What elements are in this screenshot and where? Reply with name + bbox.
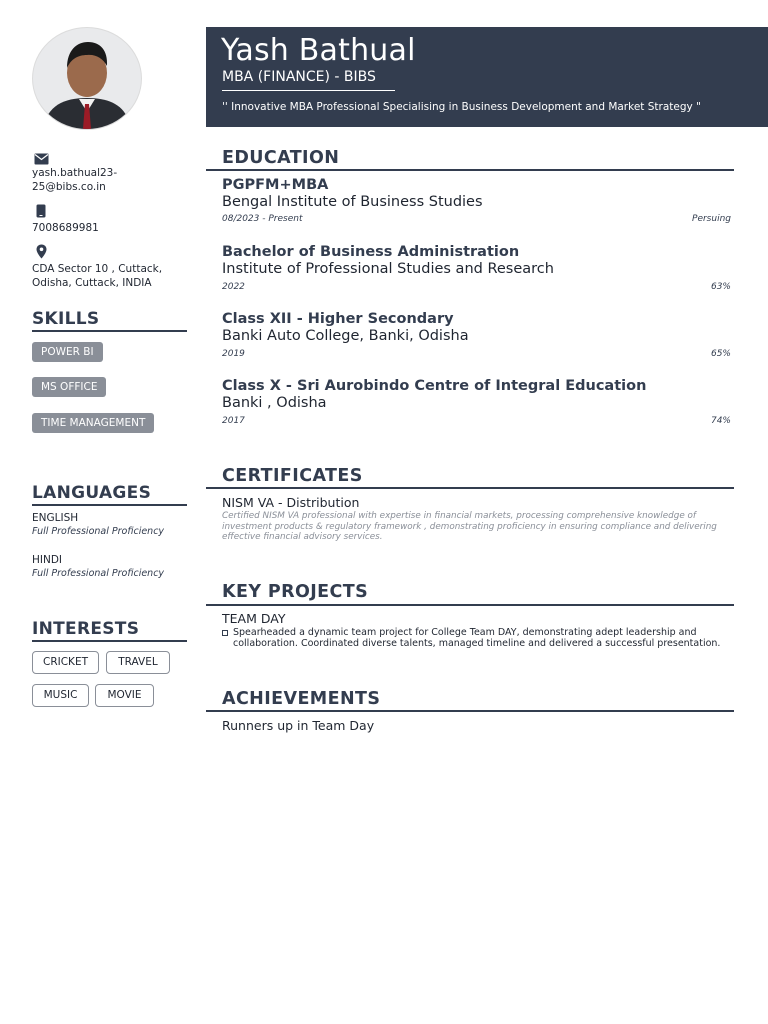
degree-underline xyxy=(222,90,395,91)
skill-chip: POWER BI xyxy=(32,342,103,362)
phone-icon xyxy=(36,203,50,217)
education-date: 2019 xyxy=(222,349,245,359)
skill-chip: MS OFFICE xyxy=(32,377,106,397)
interest-chip: TRAVEL xyxy=(106,651,170,674)
candidate-degree: MBA (FINANCE) - BIBS xyxy=(222,69,376,85)
certificates-rule xyxy=(206,487,734,489)
envelope-icon xyxy=(34,150,48,164)
languages-rule xyxy=(32,504,187,506)
phone-text[interactable]: 7008689981 xyxy=(32,222,99,234)
project-bullet-text: Spearheaded a dynamic team project for College Team DAY, demonstrating adept leadership and collaboration. Coordinated diverse talents, managed timeline and delivered a successful presentation. xyxy=(233,627,721,649)
interest-chip: CRICKET xyxy=(32,651,99,674)
email-text[interactable] xyxy=(32,167,172,194)
email-line-2: 25@bibs.co.in xyxy=(32,180,106,193)
language-level: Full Professional Proficiency xyxy=(32,568,165,579)
interests-heading: INTERESTS xyxy=(32,619,140,639)
person-silhouette-icon xyxy=(33,28,141,129)
address-line-2: Odisha, Cuttack, INDIA xyxy=(32,276,152,289)
projects-heading: KEY PROJECTS xyxy=(222,582,369,602)
education-date: 2017 xyxy=(222,416,245,426)
education-score: Persuing xyxy=(692,214,731,224)
education-date: 2022 xyxy=(222,282,245,292)
education-heading: EDUCATION xyxy=(222,148,340,168)
certificate-title: NISM VA - Distribution xyxy=(222,495,360,510)
bullet-square-icon xyxy=(222,630,228,636)
email-line-1: yash.bathual23- xyxy=(32,167,118,179)
skill-chip: TIME MANAGEMENT xyxy=(32,413,154,433)
education-degree: Bachelor of Business Administration xyxy=(222,244,520,260)
project-title: TEAM DAY xyxy=(222,611,286,626)
map-pin-icon xyxy=(36,244,50,258)
languages-heading: LANGUAGES xyxy=(32,483,152,503)
interest-chip: MOVIE xyxy=(95,684,154,707)
education-school: Banki , Odisha xyxy=(222,395,327,411)
education-school: Institute of Professional Studies and Research xyxy=(222,261,554,277)
education-score: 65% xyxy=(710,349,731,359)
interest-chip: MUSIC xyxy=(32,684,89,707)
skills-heading: SKILLS xyxy=(32,309,100,329)
certificate-description: Certified NISM VA professional with expertise in financial markets, processing comprehensive knowledge of investment products & regulatory framework , demonstrating proficiency in ensuring compliance and delivering effective financial advisory services. xyxy=(222,511,717,542)
projects-rule xyxy=(206,604,734,606)
certificates-heading: CERTIFICATES xyxy=(222,466,363,486)
education-score: 74% xyxy=(710,416,731,426)
education-date: 08/2023 - Present xyxy=(222,214,303,224)
education-degree: PGPFM+MBA xyxy=(222,177,329,193)
education-school: Bengal Institute of Business Studies xyxy=(222,194,483,210)
profile-photo xyxy=(32,27,142,130)
education-degree: Class X - Sri Aurobindo Centre of Integral Education xyxy=(222,378,647,394)
achievement-item: Runners up in Team Day xyxy=(222,718,375,733)
achievements-rule xyxy=(206,710,734,712)
education-score: 63% xyxy=(710,282,731,292)
candidate-name: Yash Bathual xyxy=(221,33,416,68)
education-school: Banki Auto College, Banki, Odisha xyxy=(222,328,469,344)
skills-rule xyxy=(32,330,187,332)
education-degree: Class XII - Higher Secondary xyxy=(222,311,454,327)
interests-rule xyxy=(32,640,187,642)
address-text xyxy=(32,263,192,290)
language-level: Full Professional Proficiency xyxy=(32,526,165,537)
header-banner xyxy=(206,27,768,127)
address-line-1: CDA Sector 10 , Cuttack, xyxy=(32,263,163,275)
education-rule xyxy=(206,169,734,171)
candidate-tagline: '' Innovative MBA Professional Specialising in Business Development and Market Strategy " xyxy=(222,101,701,113)
language-name: ENGLISH xyxy=(32,512,79,524)
achievements-heading: ACHIEVEMENTS xyxy=(222,689,381,709)
language-name: HINDI xyxy=(32,554,63,566)
